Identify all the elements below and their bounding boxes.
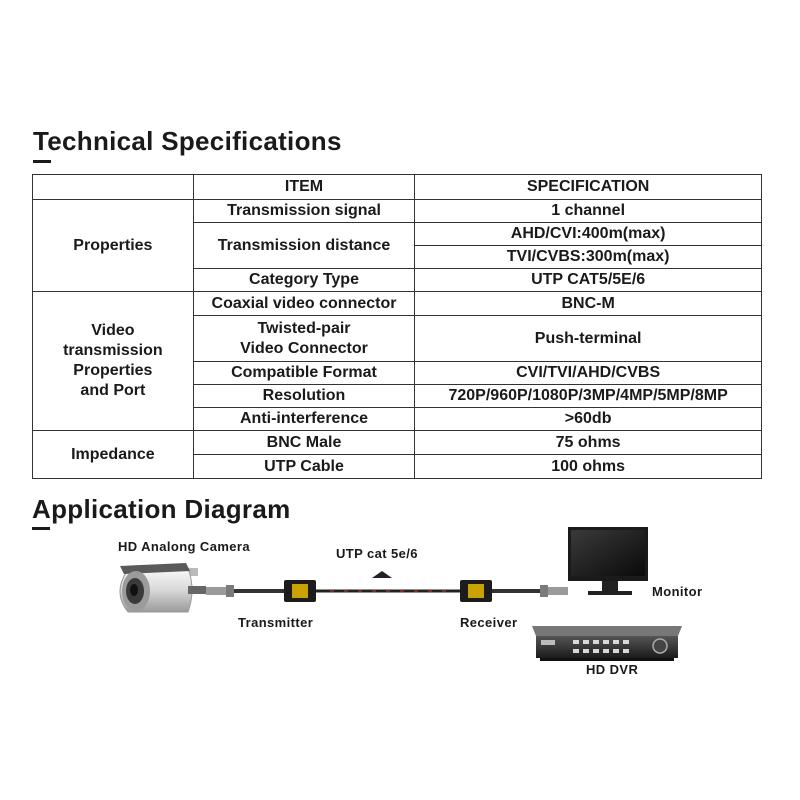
spec-transmission-signal: 1 channel bbox=[415, 200, 762, 223]
item-twisted-line: Twisted-pair bbox=[257, 319, 351, 337]
dvr-label: HD DVR bbox=[586, 662, 639, 677]
transmitter-icon bbox=[206, 580, 316, 602]
spec-compatible-format: CVI/TVI/AHD/CVBS bbox=[415, 362, 762, 385]
header-spec: SPECIFICATION bbox=[415, 175, 762, 200]
spec-anti-interference: >60db bbox=[415, 408, 762, 431]
item-transmission-distance: Transmission distance bbox=[193, 223, 415, 269]
spec-coaxial-connector: BNC-M bbox=[415, 292, 762, 316]
camera-label: HD Analong Camera bbox=[118, 539, 251, 554]
receiver-icon bbox=[460, 580, 568, 602]
receiver-label: Receiver bbox=[460, 615, 518, 630]
monitor-icon bbox=[568, 527, 648, 595]
spec-resolution: 720P/960P/1080P/3MP/4MP/5MP/8MP bbox=[415, 385, 762, 408]
spec-category-type: UTP CAT5/5E/6 bbox=[415, 269, 762, 292]
item-compatible-format: Compatible Format bbox=[193, 362, 415, 385]
dvr-icon bbox=[532, 626, 682, 661]
cable-label: UTP cat 5e/6 bbox=[336, 546, 418, 561]
group-video-line: transmission bbox=[63, 342, 163, 359]
group-properties: Properties bbox=[33, 200, 194, 292]
item-coaxial-connector: Coaxial video connector bbox=[193, 292, 415, 316]
group-video-line: and Port bbox=[80, 382, 146, 399]
spec-twisted-pair: Push-terminal bbox=[415, 316, 762, 362]
camera-icon bbox=[120, 563, 206, 612]
item-transmission-signal: Transmission signal bbox=[193, 200, 415, 223]
item-bnc-male: BNC Male bbox=[193, 431, 415, 455]
group-impedance: Impedance bbox=[33, 431, 194, 479]
spec-distance-ahd: AHD/CVI:400m(max) bbox=[415, 223, 762, 246]
header-item: ITEM bbox=[193, 175, 415, 200]
spec-utp-cable: 100 ohms bbox=[415, 455, 762, 479]
item-resolution: Resolution bbox=[193, 385, 415, 408]
group-video-line: Video bbox=[91, 322, 135, 339]
item-anti-interference: Anti-interference bbox=[193, 408, 415, 431]
spec-bnc-male: 75 ohms bbox=[415, 431, 762, 455]
app-diagram-title-text: Application Diagram bbox=[32, 494, 291, 524]
monitor-label: Monitor bbox=[652, 584, 703, 599]
item-utp-cable: UTP Cable bbox=[193, 455, 415, 479]
spec-distance-tvi: TVI/CVBS:300m(max) bbox=[415, 246, 762, 269]
item-category-type: Category Type bbox=[193, 269, 415, 292]
tech-spec-title-text: Technical Specifications bbox=[33, 126, 342, 156]
transmitter-label: Transmitter bbox=[238, 615, 314, 630]
group-video-line: Properties bbox=[73, 362, 153, 379]
arrow-up-icon bbox=[372, 571, 392, 578]
item-twisted-line: Video Connector bbox=[240, 339, 368, 357]
